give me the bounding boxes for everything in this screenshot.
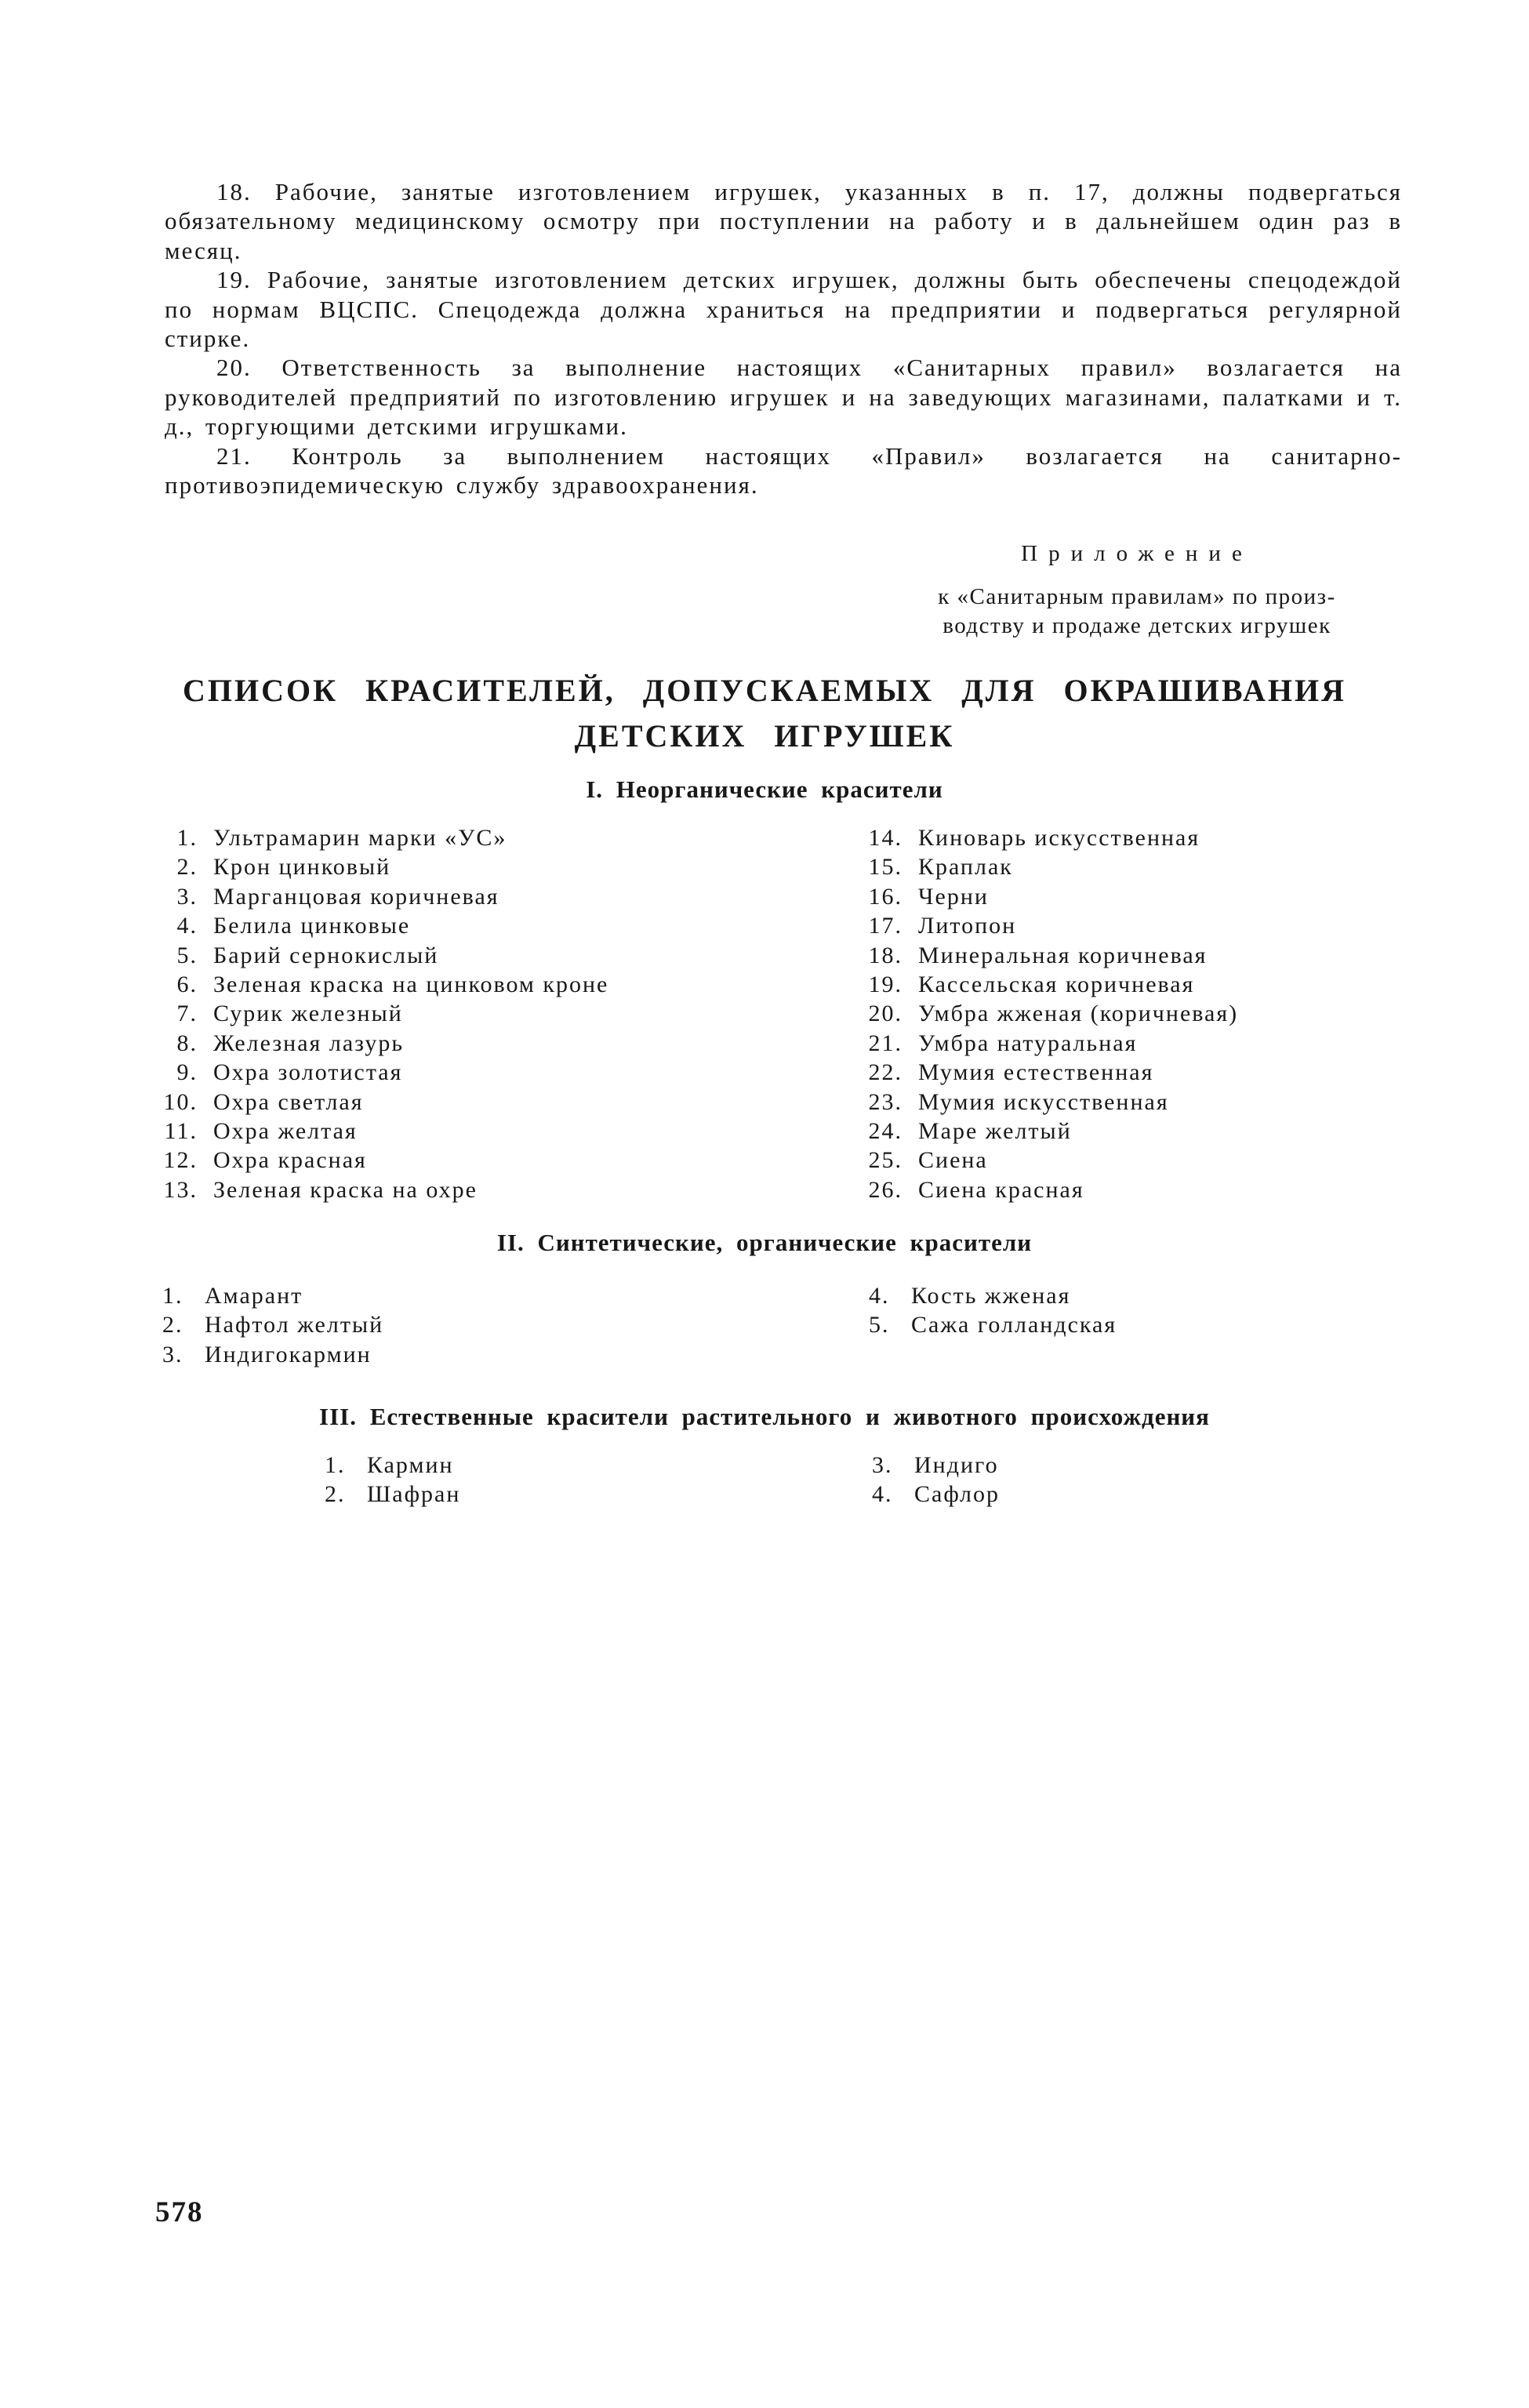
dye-item-label: Сиена — [918, 1147, 988, 1174]
rule-paragraph: 21. Контроль за выполнением настоящих «Правил» возлагается на санитарно-противоэпидемическую службу здравоохранения. — [165, 441, 1402, 499]
dye-item-label: Минеральная коричневая — [918, 942, 1208, 968]
inorganic-dyes-column-left — [153, 823, 608, 1204]
synthetic-dyes-column-left — [162, 1281, 383, 1369]
dye-item-number: 5. — [176, 942, 198, 968]
dye-item-number: 12. — [163, 1147, 198, 1174]
dye-item-label: Сафлор — [914, 1481, 1000, 1508]
dye-item-number: 19. — [868, 971, 903, 997]
rules-paragraphs — [165, 177, 1402, 499]
dye-list-item — [153, 911, 608, 940]
dye-list-item — [153, 1117, 608, 1146]
annex-reference-line: водству и продаже детских игрушек — [942, 613, 1331, 638]
dye-item-label: Барий сернокислый — [213, 942, 439, 968]
inorganic-dyes-column-right — [858, 823, 1238, 1204]
dye-list-item — [153, 882, 608, 911]
dye-item-number: 8. — [176, 1030, 198, 1056]
dye-item-label: Амарант — [205, 1283, 303, 1309]
dye-list-item — [162, 1310, 383, 1339]
dye-list-item — [858, 941, 1238, 970]
dye-list-item — [153, 1058, 608, 1087]
dye-list-item — [325, 1451, 460, 1480]
document-title — [0, 668, 1529, 759]
dye-item-label: Зеленая краска на цинковом кроне — [213, 971, 609, 997]
dye-list-item — [869, 1310, 1117, 1339]
dye-list-item — [872, 1451, 1000, 1480]
dye-item-number: 20. — [868, 1001, 903, 1027]
dye-item-number: 4. — [869, 1283, 890, 1309]
dye-item-number: 25. — [868, 1147, 903, 1174]
dye-list-item — [325, 1480, 460, 1509]
dye-list-item — [869, 1281, 1117, 1310]
dye-item-number: 1. — [162, 1283, 183, 1309]
dye-list-item — [858, 882, 1238, 911]
dye-item-number: 2. — [325, 1481, 346, 1508]
dye-item-label: Маре желтый — [918, 1117, 1072, 1144]
dye-item-number: 26. — [868, 1176, 903, 1203]
dye-list-item — [162, 1281, 383, 1310]
document-title-line: СПИСОК КРАСИТЕЛЕЙ, ДОПУСКАЕМЫХ ДЛЯ ОКРАШИВАНИЯ — [183, 673, 1346, 708]
dye-item-number: 6. — [176, 971, 198, 997]
section-heading-synthetic: II. Синтетические, органические красители — [496, 1229, 1033, 1256]
dye-item-number: 5. — [869, 1312, 890, 1338]
dye-list-item — [858, 970, 1238, 999]
rule-paragraph: 19. Рабочие, занятые изготовлением детских игрушек, должны быть обеспечены спецодеждой по нормам ВЦСПС. Спецодежда должна храниться на предприятии и подвергаться регулярной стирке. — [165, 266, 1402, 353]
dye-list-item — [858, 911, 1238, 940]
rule-paragraph: 18. Рабочие, занятые изготовлением игрушек, указанных в п. 17, должны подвергаться обязательному медицинскому осмотру при поступлении на работу и в дальнейшем один раз в месяц. — [165, 178, 1402, 264]
dye-list-item — [153, 823, 608, 852]
synthetic-dyes-column-right — [869, 1281, 1117, 1340]
rule-paragraph: 20. Ответственность за выполнение настоящих «Санитарных правил» возлагается на руководителей предприятий по изготовлению игрушек и на заведующих магазинами, палатками и т. д., торгующими детскими игрушками. — [165, 354, 1402, 441]
dye-item-label: Сурик железный — [213, 1001, 403, 1027]
dye-list-item — [153, 1175, 608, 1204]
dye-item-label: Сиена красная — [918, 1176, 1084, 1203]
dye-item-number: 3. — [872, 1452, 893, 1478]
dye-item-label: Шафран — [367, 1481, 461, 1508]
dye-list-item — [858, 1175, 1238, 1204]
dye-item-label: Железная лазурь — [213, 1030, 405, 1056]
dye-item-number: 15. — [868, 854, 903, 881]
annex-label: Приложение — [1021, 541, 1253, 566]
dye-item-number: 4. — [872, 1481, 893, 1508]
dye-item-number: 21. — [868, 1030, 903, 1056]
page-number: 578 — [155, 2196, 204, 2228]
dye-item-number: 1. — [325, 1452, 346, 1478]
dye-list-item — [153, 999, 608, 1028]
dye-item-label: Охра золотистая — [213, 1059, 403, 1086]
dye-list-item — [858, 1029, 1238, 1058]
dye-item-number: 22. — [868, 1059, 903, 1086]
section-heading-inorganic: I. Неорганические красители — [586, 775, 943, 803]
dye-item-label: Литопон — [918, 913, 1017, 939]
dye-item-label: Зеленая краска на охре — [213, 1176, 478, 1203]
dye-item-label: Индиго — [914, 1452, 999, 1478]
dye-item-label: Ультрамарин марки «УС» — [213, 825, 507, 851]
dye-list-item — [858, 1117, 1238, 1146]
dye-item-label: Марганцовая коричневая — [213, 883, 499, 910]
dye-item-label: Черни — [918, 883, 989, 910]
dye-item-number: 1. — [176, 825, 198, 851]
dye-item-label: Охра красная — [213, 1147, 367, 1174]
dye-item-label: Киноварь искусственная — [918, 825, 1200, 851]
dye-item-label: Индигокармин — [205, 1341, 372, 1367]
dye-list-item — [153, 970, 608, 999]
dye-item-number: 10. — [163, 1088, 198, 1115]
dye-item-label: Умбра натуральная — [918, 1030, 1138, 1056]
dye-list-item — [153, 1146, 608, 1175]
dye-item-number: 17. — [868, 913, 903, 939]
dye-item-label: Охра желтая — [213, 1117, 358, 1144]
natural-dyes-column-left — [325, 1451, 460, 1509]
section-heading-natural: III. Естественные красители растительного и животного происхождения — [319, 1403, 1210, 1430]
dye-list-item — [162, 1340, 383, 1369]
dye-item-number: 7. — [176, 1001, 198, 1027]
dye-list-item — [153, 1088, 608, 1117]
dye-list-item — [858, 999, 1238, 1028]
dye-item-label: Мумия естественная — [918, 1059, 1154, 1086]
dye-item-number: 18. — [868, 942, 903, 968]
dye-item-label: Нафтол желтый — [205, 1312, 384, 1338]
dye-item-label: Умбра жженая (коричневая) — [918, 1001, 1239, 1027]
dye-item-number: 23. — [868, 1088, 903, 1115]
dye-item-number: 3. — [162, 1341, 183, 1367]
dye-item-number: 13. — [163, 1176, 198, 1203]
dye-item-label: Белила цинковые — [213, 913, 411, 939]
dye-item-label: Сажа голландская — [911, 1312, 1117, 1338]
dye-list-item — [858, 1146, 1238, 1175]
dye-list-item — [153, 941, 608, 970]
document-title-line: ДЕТСКИХ ИГРУШЕК — [574, 718, 955, 754]
dye-item-number: 14. — [868, 825, 903, 851]
dye-item-label: Кость жженая — [911, 1283, 1071, 1309]
dye-item-number: 4. — [176, 913, 198, 939]
dye-list-item — [858, 1058, 1238, 1087]
annex-block — [869, 539, 1405, 641]
dye-item-number: 3. — [176, 883, 198, 910]
dye-item-label: Краплак — [918, 854, 1013, 881]
dye-item-number: 9. — [176, 1059, 198, 1086]
dye-item-number: 16. — [868, 883, 903, 910]
dye-item-label: Охра светлая — [213, 1088, 364, 1115]
annex-reference-line: к «Санитарным правилам» по произ- — [938, 584, 1336, 609]
dye-list-item — [153, 852, 608, 881]
dye-list-item — [872, 1480, 1000, 1509]
dye-item-label: Кассельская коричневая — [918, 971, 1195, 997]
dye-list-item — [153, 1029, 608, 1058]
dye-list-item — [858, 852, 1238, 881]
dye-item-number: 2. — [162, 1312, 183, 1338]
dye-item-number: 2. — [176, 854, 198, 881]
dye-item-number: 11. — [164, 1117, 198, 1144]
dye-list-item — [858, 823, 1238, 852]
dye-list-item — [858, 1088, 1238, 1117]
natural-dyes-column-right — [872, 1451, 1000, 1509]
dye-item-number: 24. — [868, 1117, 903, 1144]
dye-item-label: Кармин — [367, 1452, 454, 1478]
dye-item-label: Мумия искусственная — [918, 1088, 1169, 1115]
dye-item-label: Крон цинковый — [213, 854, 391, 881]
